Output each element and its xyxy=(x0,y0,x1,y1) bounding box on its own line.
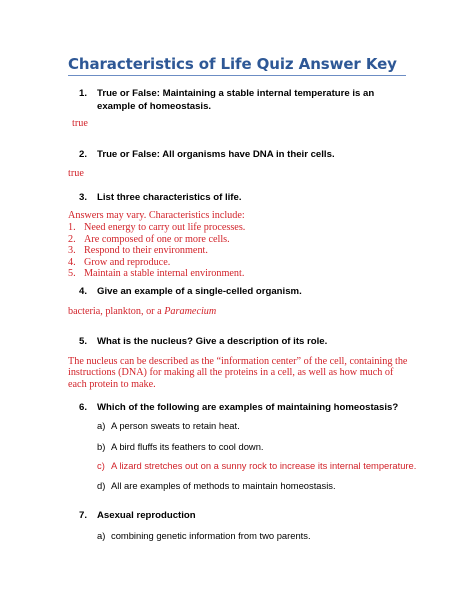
question-1-text: True or False: Maintaining a stable internal temperature is an example of homeostasis. xyxy=(97,88,375,112)
item-number: 2. xyxy=(68,233,76,245)
answer-3-item xyxy=(68,245,245,257)
item-text: Respond to their environment. xyxy=(84,245,208,256)
question-3-text: List three characteristics of life. xyxy=(97,192,242,203)
option-letter: b) xyxy=(97,441,106,452)
answer-3-item xyxy=(68,268,245,280)
question-4 xyxy=(79,285,302,298)
option-letter: a) xyxy=(97,420,106,431)
question-2-text: True or False: All organisms have DNA in their cells. xyxy=(97,149,335,160)
question-3 xyxy=(79,191,242,204)
option-letter: d) xyxy=(97,480,106,491)
page-title: Characteristics of Life Quiz Answer Key xyxy=(68,55,397,73)
question-7-number: 7. xyxy=(79,510,88,521)
option-text: All are examples of methods to maintain homeostasis. xyxy=(111,480,336,491)
question-5-text: What is the nucleus? Give a description of its role. xyxy=(97,336,328,347)
answer-3-list xyxy=(68,222,245,280)
option-text: A lizard stretches out on a sunny rock to increase its internal temperature. xyxy=(111,460,417,471)
option-text: combining genetic information from two parents. xyxy=(111,530,311,541)
item-text: Maintain a stable internal environment. xyxy=(84,268,245,279)
question-5-number: 5. xyxy=(79,336,88,347)
item-number: 5. xyxy=(68,268,76,279)
question-6 xyxy=(79,401,398,414)
option-b xyxy=(97,441,264,453)
answer-3-item xyxy=(68,257,245,269)
answer-3-item xyxy=(68,222,245,234)
answer-4-italic: Paramecium xyxy=(164,306,217,317)
item-text: Need energy to carry out life processes. xyxy=(84,222,246,233)
question-3-number: 3. xyxy=(79,192,88,203)
item-number: 4. xyxy=(68,256,76,268)
option-d xyxy=(97,480,336,492)
question-2-number: 2. xyxy=(79,149,88,160)
question-1 xyxy=(79,87,409,113)
title-underline xyxy=(68,75,406,76)
option-text: A bird fluffs its feathers to cool down. xyxy=(111,441,264,452)
option-letter: a) xyxy=(97,530,106,541)
option-text: A person sweats to retain heat. xyxy=(111,420,240,431)
answer-2: true xyxy=(68,168,84,179)
answer-1: true xyxy=(72,118,88,129)
question-7-text: Asexual reproduction xyxy=(97,510,196,521)
question-4-number: 4. xyxy=(79,286,88,297)
answer-5: The nucleus can be described as the “information center” of the cell, containing the instructions (DNA) for making all the proteins in a cell, as well as how much of each protein to make. xyxy=(68,356,408,390)
question-4-text: Give an example of a single-celled organism. xyxy=(97,286,302,297)
item-text: Grow and reproduce. xyxy=(84,256,171,268)
answer-3-item xyxy=(68,234,245,246)
option-a xyxy=(97,420,240,432)
answer-4-plain: bacteria, plankton, or a xyxy=(68,306,165,317)
question-2 xyxy=(79,148,335,161)
answer-3-intro: Answers may vary. Characteristics include: xyxy=(68,210,245,221)
item-text: Are composed of one or more cells. xyxy=(84,233,230,245)
option-letter: c) xyxy=(97,460,105,471)
question-6-text: Which of the following are examples of maintaining homeostasis? xyxy=(97,402,399,413)
question-7 xyxy=(79,509,196,522)
answer-4 xyxy=(68,306,216,318)
item-number: 1. xyxy=(68,222,76,233)
option-c-correct xyxy=(97,460,416,472)
question-6-number: 6. xyxy=(79,402,88,413)
item-number: 3. xyxy=(68,245,76,256)
question-5 xyxy=(79,335,327,348)
q7-option-a xyxy=(97,530,311,542)
question-1-number: 1. xyxy=(79,88,88,99)
